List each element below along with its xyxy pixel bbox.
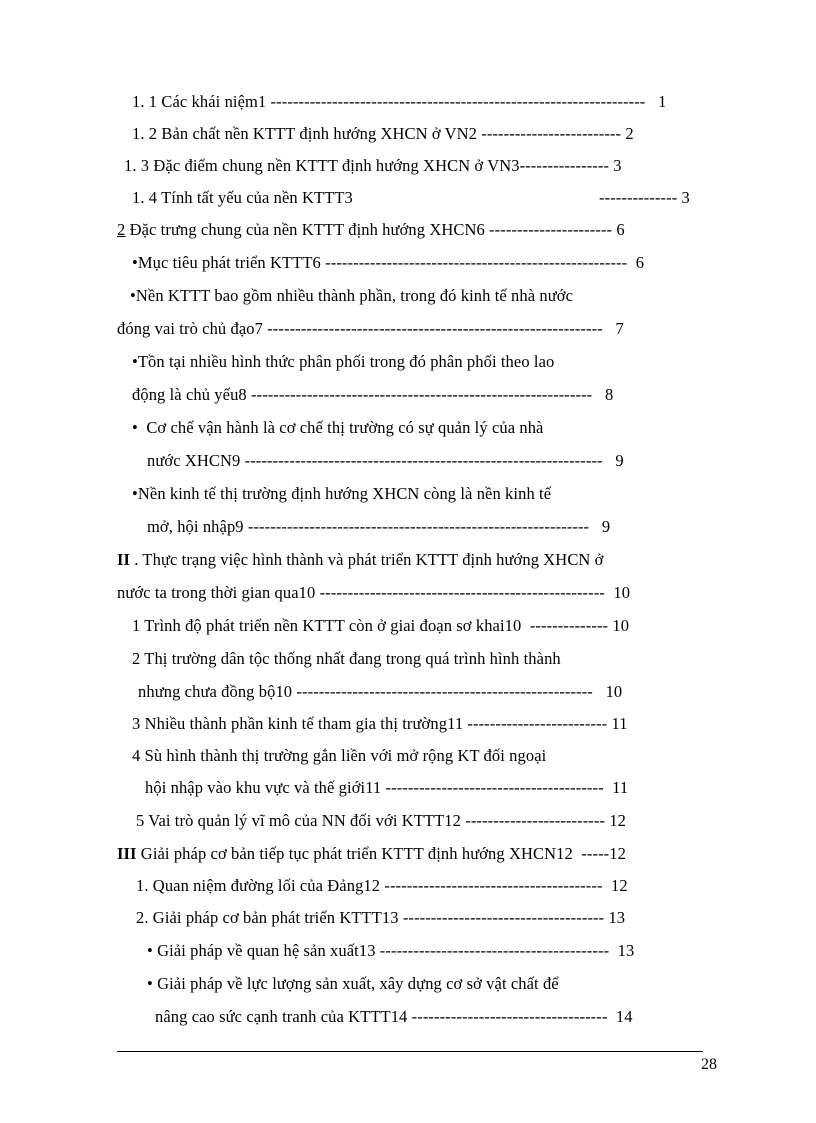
toc-entry-iii-luc-luong-line1: • Giải pháp về lực lượng sản xuất, xây dựng cơ sở vật chất để: [147, 974, 559, 993]
toc-entry-2-text: Đặc trưng chung của nền KTTT định hướng XHCN6 ---------------------- 6: [125, 220, 625, 239]
toc-entry-ii-2-line1: 2 Thị trường dân tộc thống nhất đang trong quá trình hình thành: [132, 649, 561, 668]
toc-entry-thanh-phan-line1: •Nền KTTT bao gồm nhiều thành phần, trong đó kinh tế nhà nước: [130, 286, 574, 305]
footer-rule: [117, 1051, 703, 1052]
toc-entry-phan-phoi-line2: động là chủ yếu8 ------------------------------------------------------------- 8: [132, 385, 614, 404]
toc-entry-1-4-title: 1. 4 Tính tất yếu của nền KTTT3: [132, 188, 353, 207]
toc-entry-ii-1: 1 Trình độ phát triển nền KTTT còn ở giai đoạn sơ khai10 -------------- 10: [132, 616, 630, 635]
toc-entry-iii-luc-luong-line2: nâng cao sức cạnh tranh của KTTT14 ----------------------------------- 14: [155, 1007, 633, 1026]
toc-entry-1-1: 1. 1 Các khái niệm1 ------------------------------------------------------------------- 1: [132, 92, 667, 111]
page-number: 28: [701, 1056, 717, 1073]
toc-section-3: [117, 844, 626, 864]
toc-entry-1-4-leader: -------------- 3: [599, 188, 690, 207]
toc-entry-hoi-nhap-line1: •Nền kinh tế thị trường định hướng XHCN còng là nền kinh tế: [132, 484, 552, 503]
toc-entry-1-2: 1. 2 Bản chất nền KTTT định hướng XHCN ở VN2 ------------------------- 2: [132, 124, 634, 143]
toc-entry-iii-1: 1. Quan niệm đường lối của Đảng12 --------------------------------------- 12: [136, 876, 628, 895]
toc-entry-iii-2: 2. Giải pháp cơ bản phát triển KTTT13 ------------------------------------ 13: [136, 908, 626, 927]
toc-section-2-line1: [117, 550, 604, 570]
toc-entry-phan-phoi-line1: •Tồn tại nhiều hình thức phân phối trong đó phân phối theo lao: [132, 352, 555, 371]
toc-entry-ii-4-line1: 4 Sù hình thành thị trường gắn liền với mở rộng KT đối ngoại: [132, 746, 547, 765]
toc-entry-hoi-nhap-line2: mở, hội nhập9 ------------------------------------------------------------- 9: [147, 517, 611, 536]
toc-entry-co-che-line2: nước XHCN9 ---------------------------------------------------------------- 9: [147, 451, 624, 470]
toc-section-2-line2: nước ta trong thời gian qua10 --------------------------------------------------- 10: [117, 583, 631, 602]
toc-entry-2: [117, 220, 625, 240]
toc-entry-co-che-line1: • Cơ chế vận hành là cơ chế thị trường có sự quản lý của nhà: [132, 418, 544, 437]
section-3-numeral: III: [117, 844, 137, 863]
toc-entry-ii-2-line2: nhưng chưa đồng bộ10 ----------------------------------------------------- 10: [138, 682, 623, 701]
toc-entry-ii-5: 5 Vai trò quản lý vĩ mô của NN đối với KTTT12 ------------------------- 12: [136, 811, 627, 830]
toc-entry-thanh-phan-line2: đóng vai trò chủ đạo7 ------------------------------------------------------------ 7: [117, 319, 624, 338]
section-2-numeral: II: [117, 550, 131, 569]
toc-section-3-title: Giải pháp cơ bản tiếp tục phát triển KTTT định hướng XHCN12 -----12: [136, 844, 626, 863]
section-number: 2: [117, 220, 126, 239]
toc-entry-ii-4-line2: hội nhập vào khu vực và thế giới11 --------------------------------------- 11: [145, 778, 629, 797]
toc-entry-ii-3: 3 Nhiều thành phần kinh tế tham gia thị trường11 ------------------------- 11: [132, 714, 628, 733]
toc-entry-iii-quan-he: • Giải pháp về quan hệ sản xuất13 ----------------------------------------- 13: [147, 941, 635, 960]
toc-section-2-title: . Thực trạng việc hình thành và phát triển KTTT định hướng XHCN ở: [130, 550, 604, 569]
toc-entry-muc-tieu: •Mục tiêu phát triển KTTT6 ------------------------------------------------------ 6: [132, 253, 645, 272]
toc-entry-1-3: 1. 3 Đặc điểm chung nền KTTT định hướng XHCN ở VN3---------------- 3: [124, 156, 622, 175]
